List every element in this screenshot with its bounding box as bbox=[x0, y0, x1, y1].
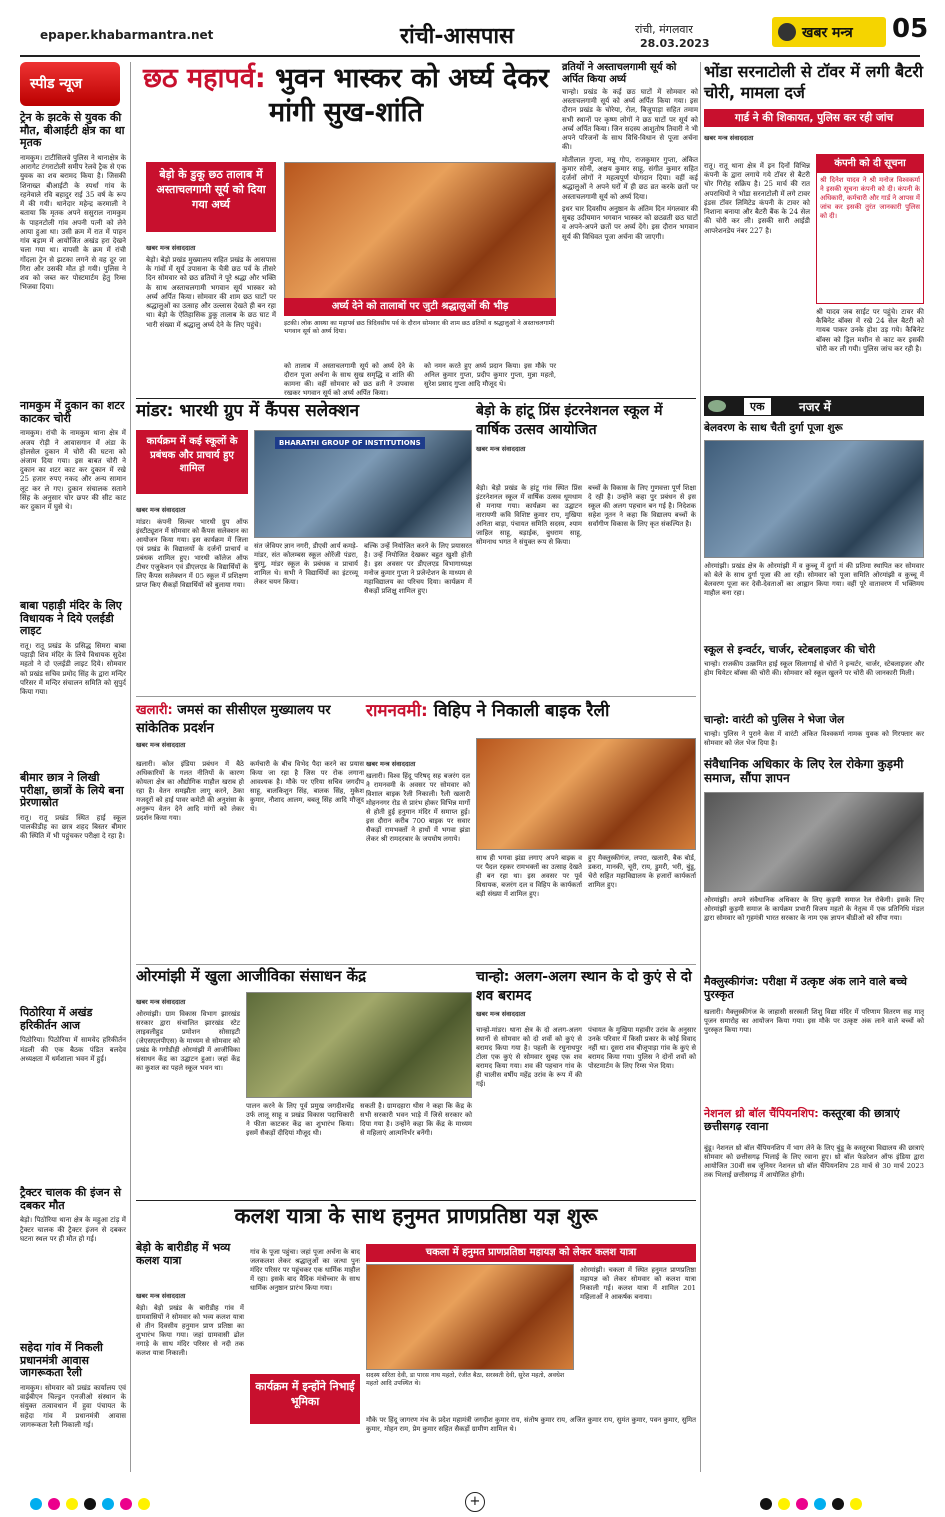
header-rule bbox=[20, 55, 920, 57]
hantu-body-2: बच्चों के विकास के लिए गुणवत्ता पूर्ण शिक्षा दे रही है। उन्होंने कहा पुर प्रबंधन से इस स्कूल की अलग पहचान बन गई है। निदेशक सहेश नूतन ने कहा कि विद्यालय बच्चों के सर्वांगीण विकास के लिए कृत संकल्पित है। bbox=[588, 484, 696, 528]
headline: बीमार छात्र ने लिखी परीक्षा, छात्रों के लिये बना प्रेरणास्रोत bbox=[20, 771, 124, 810]
chanho-headline: चान्हो: अलग-अलग स्थान के दो कुएं से दो शव बरामद bbox=[476, 969, 692, 1004]
column-divider bbox=[130, 62, 131, 1472]
institute-banner: BHARATHI GROUP OF INSTITUTIONS bbox=[275, 437, 425, 449]
byline: खबर मन्त्र संवाददाता bbox=[146, 244, 196, 252]
headline: स्कूल से इन्वर्टर, चार्जर, स्टेबलाइजर की चोरी bbox=[704, 644, 876, 656]
eye-icon bbox=[708, 400, 726, 412]
header-place-day: रांची, मंगलवार bbox=[635, 23, 693, 36]
khalari-story bbox=[136, 702, 364, 964]
story-body: नामकुम। सोमवार को प्रखंड कार्यालय एवं वाईबीएन चिल्ड्रन एनजीओ संस्थान के संयुक्त तत्वावधान में हुवा पंचायत के सहेदा गांव में प्रधानमंत्री आवास जागरूकता रैली निकाली गई। bbox=[20, 1383, 126, 1429]
photo-caption-banner: अर्घ्य देने को तालाबों पर जुटी श्रद्धालुओं की भीड़ bbox=[284, 298, 556, 316]
chhath-photo bbox=[284, 162, 556, 312]
header-date: 28.03.2023 bbox=[640, 37, 710, 50]
story-sick-student bbox=[20, 772, 126, 942]
byline: खबर मन्त्र संवाददाता bbox=[476, 444, 526, 453]
headline: ट्रैक्टर चालक की इंजन से दबकर मौत bbox=[20, 1186, 122, 1212]
headline: नामकुम में दुकान का शटर काटकर चोरी bbox=[20, 399, 125, 425]
kalash-banner: चकला में हनुमत प्राणप्रतिष्ठा महायज्ञ को लेकर कलश यात्रा bbox=[366, 1244, 696, 1262]
mandar-headline: मांडर: भारथी ग्रुप में कैंपस सलेक्शन bbox=[136, 401, 360, 421]
chanho-story bbox=[476, 968, 696, 1200]
story-body: रातू। रातू प्रखंड स्थित हाई स्कूल पालकीडीह का छात्र शहद बिस्तर बीमार की स्थिति में भी पहुंचकर परीक्षा दे रहा है। bbox=[20, 813, 126, 841]
ormanjhi-body-2: पालन करने के लिए पूर्व प्रमुख जगदीशचेंद्र उर्फ लालू साहू व प्रखंड विकास पदाधिकारी ने फीता काटकर केंद्र का शुभारंभ किया। इसमें सैकड़ों दीदियां मौजूद थी। bbox=[246, 1102, 354, 1137]
headline: बेलवरण के साथ चैती दुर्गा पूजा शुरू bbox=[704, 422, 843, 434]
speed-news-label: स्पीड न्यूज bbox=[30, 76, 83, 92]
brand-mark-icon bbox=[778, 23, 796, 41]
mandar-body-2: संत जेवियर ज्ञान नगरी, डीएवी आर्य कमड़े-मांडर, संत कोलम्बस स्कूल ओरेंजी पंडरा, बुरमु, मांडर स्कूल के प्रबंधक व प्राचार्य शामिल थे। सभी ने विद्यार्थियों का इंटरव्यू लेकर चयन किया। bbox=[254, 542, 358, 586]
story-body: पिठोरिया। पिठोरिया में सामवेद हरिकीर्तन मंडली की एक बैठक पंडित बलदेव अध्यक्षता में धर्मशाला भवन में हुई। bbox=[20, 1036, 126, 1063]
header-url[interactable]: epaper.khabarmantra.net bbox=[40, 28, 214, 42]
mandar-story bbox=[136, 402, 472, 694]
ramnavami-body-2: साथ ही भगवा झंडा लगाए अपने बाइक व पर पैदल रहकर रामभक्तों का उत्साह देखते ही बन रहा था। इस अवसर पर पूर्व विधायक, बजरंग दल व विहिप के कार्यकर्ता बड़ी संख्या में शामिल हुए। bbox=[476, 854, 582, 898]
header-section: रांची-आसपास bbox=[400, 24, 514, 49]
byline: खबर मन्त्र संवाददाता bbox=[136, 506, 186, 514]
footer-strip bbox=[0, 1476, 945, 1517]
section-divider bbox=[136, 964, 696, 965]
bhonda-body-2: श्री यादव जब साईट पर पहुंचे। टावर की कैबिनेट बॉक्स में रखे 24 सेल बैटरी को गायब पाकर उनके होश उड़ गये। कैबिनेट बॉक्स को ड्रिल मशीन से काट कर इसकी चोरी कर ली गयी। पुलिस जांच कर रही है। bbox=[816, 308, 924, 353]
headline-main: कस्तूरबा की छात्राएं छत्तीसगढ़ रवाना bbox=[704, 1107, 900, 1133]
ek-nazar-section bbox=[704, 396, 924, 1472]
byline: खबर मन्त्र संवाददाता bbox=[136, 998, 186, 1006]
story-shop-theft bbox=[20, 400, 126, 600]
ormanjhi-body: ओरमांझी। ग्राम विकास विभाग झारखंड सरकार द्वारा संचालित झारखंड स्टेट लाइवलीहुड प्रमोशन सोसाइटी (जेएसएलपीएस) के माध्यम से सोमवार को प्रखंड के गगोडीही ओरमांझी में आजीविका संसाधन केंद्र का उद्घाटन हुआ। जहां केंद्र का कुशल का पहले स्कूल भवन था। bbox=[136, 1010, 240, 1072]
brand-name: खबर मन्त्र bbox=[802, 25, 853, 41]
headline: संवैधानिक अधिकार के लिए रेल रोकेगा कुड़मी समाज, सौंपा ज्ञापन bbox=[704, 757, 904, 785]
masthead bbox=[0, 0, 945, 62]
mandar-body-3: बल्कि उन्हें नियोजित करने के लिए प्रयासरत है। उन्हें नियोजित देखकर बहुत खुशी होती है। इस अवसर पर डीएलएड विभागाध्यक्ष मनोज कुमार गुप्ता ने प्रजेन्टेशन के माध्यम से महाविद्यालय का परिचय दिया। कार्यक्रम में सैकड़ों प्रशिक्षु शामिल हुए। bbox=[364, 542, 472, 595]
hantu-story bbox=[476, 402, 696, 694]
headline-main: विहिप ने निकाली बाइक रैली bbox=[433, 701, 610, 721]
chhath-headline bbox=[136, 62, 556, 130]
kalash-body-2: गांव के पूजा पहुंचा। जहां पूजा अर्चना के बाद जलकलश लेकर श्रद्धालुओं का जत्था पुनः मंदिर परिसर पर पहुंचकर एक धार्मिक माहौल में रहा। इसके बाद वैदिक मंत्रोच्चार के साथ धार्मिक अनुष्ठान प्रारंभ किया गया। bbox=[250, 1248, 360, 1292]
story-train bbox=[20, 112, 126, 372]
ek-nazar-banner bbox=[704, 396, 924, 416]
column-divider bbox=[700, 62, 701, 1472]
story-body-2: मोतीलाल गुप्ता, मन्नू गोप, राजकुमार गुप्ता, अंकित कुमार सोनी, अक्षय कुमार साहू, संगीत कुमार सहित दर्जनों लोगों ने महत्वपूर्ण योगदान दिया। वहीं कई श्रद्धालुओं ने अपने घरों में ही छठ व्रत करके छतों पर अस्ताचलगामी सूर्य को अर्घ्य दिया। bbox=[562, 155, 698, 201]
durga-puja-photo bbox=[704, 440, 924, 558]
hantu-headline: बेड़ो के हांटू प्रिंस इंटरनेशनल स्कूल में वार्षिक उत्सव आयोजित bbox=[476, 403, 663, 438]
headline-prefix: नेशनल थ्रो बॉल चैंपियनशिप: bbox=[704, 1107, 819, 1120]
story-harikirtan bbox=[20, 1007, 126, 1157]
story-tractor bbox=[20, 1187, 126, 1327]
kalash-photo-caption: सदस्य सरिता देवी, डा पारस नाथ महतो, रंजीत बैठा, सरस्वती देवी, सुरेश महतो, अवधेश महतो आदि उपस्थित थे। bbox=[366, 1372, 565, 1388]
headline: बाबा पहाड़ी मंदिर के लिए विधायक ने दिये एलईडी लाइट bbox=[20, 599, 122, 638]
livelihood-center-photo bbox=[246, 992, 472, 1098]
byline: खबर मन्त्र संवाददाता bbox=[136, 1292, 186, 1300]
speed-news-badge bbox=[20, 62, 120, 106]
section-divider bbox=[136, 696, 696, 697]
story-body: चान्हो। प्रखंड के कई छठ घाटों में सोमवार को अस्ताचलगामी सूर्य को अर्घ्य अर्पित किया गया। इस दौरान प्रखंड के चोरेया, रोल, बिजुपाड़ा सहित तमाम सभी स्थानों पर कृष्ण लोगों ने छठ घाटों पर सूर्य को अर्घ्य अर्पित किया। जिन सदस्य आशुतोष तिवारी ने भी अपने परिजनों के साथ विधि-विधान से पूजा अर्चना की। bbox=[562, 88, 698, 152]
khalari-headline bbox=[136, 702, 364, 737]
registration-mark-icon: + bbox=[465, 1492, 485, 1512]
story-body: ओरमांझी। प्रखंड क्षेत्र के ओरमांझी में व कुच्चू में दुर्गा मं की प्रतिमा स्थापित कर सोमवार को बेले के साथ दुर्गा पूजा की आ रही। सोमवार को पूजा समिति ओरमांझी व कुच्चू में बेलवरण पूजा कर देवी-देवताओं का आह्वान किया गया। वहीं पूरे वातावरण में भक्तिमय माहौल बना रहा। bbox=[704, 562, 924, 597]
bhonda-body: रातू। रातू थाना क्षेत्र में इन दिनों विभिन्न कंपनी के द्वारा लगाये गये टॉवर से बैटरी चोर गिरोह सक्रिय है। 25 मार्च की रात अपराधियों ने भोंडा सरनाटोली में लगे टावर इंडस टॉवर लिमिटेड कंपनी के टावर को निशाना बनाया और बैटरी बैंक के 24 सेल की चोरी कर ली। इसकी सारी आईडी आपरेशनडेय नंबर 227 है। bbox=[704, 162, 810, 235]
ek-label: एक bbox=[744, 398, 771, 415]
ormanjhi-story bbox=[136, 968, 472, 1200]
ormanjhi-body-3: सकती है। ग्रामदहारा थीस ने कहा कि केंद्र के सभी सरकारी भवन भाड़े में जिसे सरकार को दिया गया है। उन्होंने कहा कि केंद्र के माध्यम से महिलाएं आत्मनिर्भर बनेंगी। bbox=[360, 1102, 472, 1137]
ramnavami-story bbox=[366, 702, 696, 964]
byline: खबर मन्त्र संवाददाता bbox=[366, 760, 416, 768]
story-body-3: इधर चार दिवसीय अनुष्ठान के अंतिम दिन मंगलवार की सुबह उदीयमान भगवान भास्कर को छठव्रती छठ घाटों व अपने-अपने छतों पर अर्घ्य देंगे। इस दौरान भगवान सूर्य की विधिवत पूजा अर्चना की जाएगी। bbox=[562, 204, 698, 241]
kalash-side: ओरमांझी। चकला में स्थित हनुमत प्राणप्रतिष्ठा महायज्ञ को लेकर सोमवार को कलश यात्रा निकाली गई। कलश यात्रा में शामिल 201 महिलाओं ने आकर्षक बनाया। bbox=[580, 1266, 696, 1301]
chhath-side-story bbox=[562, 62, 698, 392]
headline: सहेदा गांव में निकली प्रधानमंत्री आवास जागरूकता रैली bbox=[20, 1341, 103, 1380]
mandar-photo bbox=[254, 430, 472, 538]
ormanjhi-headline: ओरमांझी में खुला आजीविका संसाधन केंद्र bbox=[136, 967, 367, 985]
kalash-body: बेड़ो। बेड़ो प्रखंड के बारीडीह गांव में ग्रामवासियों ने सोमवार को भव्य कलश यात्रा से तीन दिवसीय हनुमान प्राण प्रतिष्ठा का शुभारंभ किया गया। जहां ग्रामवासी ढोल नगाड़े के साथ मंदिर परिसर से नदी तक कलश यात्रा निकाली। bbox=[136, 1304, 244, 1357]
nazar-label: नजर में bbox=[799, 400, 831, 414]
kalash-story bbox=[136, 1204, 696, 1472]
hantu-body: बेड़ो। बेड़ो प्रखंड के हांटू गांव स्थित प्रिंस इंटरनेशनल स्कूल में वार्षिक उत्सव धूमधाम से मनाया गया। कार्यक्रम का उद्घाटन नारायणी कवि विशिष्ट कुमार राय, मुखिया अनिता बाड़ा, पंचायत समिति सदस्य, श्याम जाहिल साहू, बड़ाईक, बुधराम साहू, सोमनाथ भगत ने संयुक्त रूप से किया। bbox=[476, 484, 582, 546]
chhath-lead-story bbox=[136, 62, 556, 397]
bike-rally-photo bbox=[476, 738, 696, 850]
khalari-body: खलारी। कोल इंडिया प्रबंधन में बैठे अधिकारियों के गलत नीतियों के कारण कोयला क्षेत्र का औद्योगिक माहौल खराब हो रहा है। वेतन समझौता लागू करने, ठेका मजदूरों को हाई पावर कमेटी की अनुशंसा के अनुरूप वेतन देने आदि मांगों को लेकर प्रदर्शन किया गया। bbox=[136, 760, 244, 822]
story-body: चान्हो। पुलिस ने पुराने केस में वारंटी अंकित विश्वकर्मा नामक युवक को गिरफ्तार कर सोमवार को जेल भेज दिया है। bbox=[704, 730, 924, 747]
story-body: खलारी। मैक्लुस्कीगंज के जाहासी सरस्वती शिशु विद्या मंदिर में परिणाम वितरण सह मातृ पूजन समारोह का आयोजन किया गया। इस मौके पर उत्कृष्ट अंक लाने वाले बच्चों को पुरस्कृत किया गया। bbox=[704, 1008, 924, 1034]
chanho-body: चान्हो-मांडर। थाना क्षेत्र के दो अलग-अलग स्थानों से सोमवार को दो शवों को कुएं से बरामद किया गया है। पहली के रघुनाथपुर टोला एक कुएं से सोमवार सुबह एक शव बरामद किया गया। शव की पहचान गांव के ही चालीस वर्षीय महेंद्र उरांव के रूप में की गई। bbox=[476, 1026, 582, 1088]
story-body: ओरमांझी। अपने संवैधानिक अधिकार के लिए कुड़मी समाज रेल रोकेगी। इसके लिए ओरमांझी कुड़मी समाज के कार्यक्रम प्रभारी विजय महतो के नेतृत्व में एक प्रतिनिधि मंडल द्वारा सोमवार को गृहमंत्री भारत सरकार के नाम एक ज्ञापन बीडीओ को सौंपा गया। bbox=[704, 896, 924, 922]
throwball-headline bbox=[704, 1108, 924, 1133]
ramnavami-body: खलारी। विश्व हिंदू परिषद् सह बजरंग दल ने रामनवमी के अवसर पर सोमवार को विशाल बाइक रैली निकाली। रैली खलारी मोहननगर रोड से प्रारंभ होकर विभिन्न मार्गो से होती हुई हनुमान मंदिर में समाप्त हुई। इस दौरान करीब 700 बाइक पर सवार सैकड़ों रामभक्तों ने हाथों में भगवा झंडा लेकर श्री रामदरबार के जयघोष लगाये। bbox=[366, 772, 470, 843]
story-awas-rally bbox=[20, 1342, 126, 1472]
khalari-body-2: कर्मचारी के बीच विभेद पैदा करने का प्रयास किया जा रहा है जिस पर रोक लगाना आवश्यक है। मौके पर एरिया सचिव जगदीप साहू, बालकिशुन सिंह, बालक सिंह, मुकेश कुमार, नौशाद आलम, बबलू सिंह आदि मौजूद थे। bbox=[250, 760, 364, 813]
chhath-col3: को नमन करते हुए अर्घ्य प्रदान किया। इस मौके पर अनिल कुमार गुप्ता, प्रदीप कुमार गुप्ता, मुन्ना महतो, सुरेश प्रसाद गुप्ता आदि मौजूद थे। bbox=[424, 362, 556, 388]
section-divider bbox=[136, 398, 696, 399]
ramnavami-headline bbox=[366, 702, 696, 722]
kalash-yatra-photo bbox=[366, 1264, 574, 1370]
headline: पिठोरिया में अखंड हरिकीर्तन आज bbox=[20, 1006, 93, 1032]
chhath-col2: को तालाब में अस्ताचलगामी सूर्य को अर्घ्य देने के दौरान पूजा अर्चना के साथ सुख समृद्धि व शांति की कामना की। वहीं सोमवार को छठ व्रती ने उपवास रखकर भगवान सूर्य को अर्घ्य अर्पित किया। bbox=[284, 362, 414, 397]
section-divider bbox=[136, 1200, 696, 1201]
byline: खबर मन्त्र संवाददाता bbox=[476, 1009, 526, 1018]
headline-prefix: खलारी: bbox=[136, 703, 173, 718]
byline: खबर मन्त्र संवाददाता bbox=[704, 133, 754, 142]
color-registration-dots bbox=[30, 1498, 190, 1510]
mandar-body: मांडर। कंपनी सिल्वर भारथी ग्रुप ऑफ इंस्टीट्यूशन में सोमवार को कैंपस सलेक्शन का आयोजन किया गया। इस कार्यक्रम में जिला एवं प्रखंड के विद्यालयों के दर्जनों प्राचार्य व प्रबंधक शामिल हुए। भारथी कॉलेज ऑफ टीचर एजुकेशन एवं डीएलएड के विद्यार्थियों के लिए कैंपस सलेक्शन में 05 स्कूल में प्रशिक्षण प्राप्त किए सैकड़ों विद्यार्थियों को बुलाया गया। bbox=[136, 518, 248, 589]
mandar-kicker: कार्यक्रम में कई स्कूलों के प्रबंधक और प्राचार्य हुए शामिल bbox=[136, 430, 248, 494]
headline: ट्रेन के झटके से युवक की मौत, बीआईटी क्षेत्र का था मृतक bbox=[20, 111, 125, 150]
bhonda-headline: भोंडा सरनाटोली से टॉवर में लगी बैटरी चोरी, मामला दर्ज bbox=[704, 62, 924, 102]
bhonda-story bbox=[704, 62, 924, 392]
brand-logo bbox=[772, 17, 886, 47]
inset-body: श्री दिनेश यादव ने श्री मनोज विश्वकर्मा ने इसकी सूचना कंपनी को दी। कंपनी के अधिकारी, कर्मचारी और गार्ड ने आपस में जांच कर इसकी तुरंत जानकारी पुलिस को दी। bbox=[820, 176, 920, 220]
speed-news-column bbox=[20, 62, 128, 1472]
chanho-body-2: पंचायत के मुखिया महावीर उरांव के अनुसार उनके परिवार में किसी प्रकार के कोई विवाद नहीं था। दूसरा शव बीजूपाड़ा गांव के कुएं से बरामद किया गया। पुलिस ने दोनों शवों को पोस्टमार्टम के लिए रिम्स भेज दिया। bbox=[588, 1026, 696, 1070]
byline: खबर मन्त्र संवाददाता bbox=[136, 741, 186, 750]
left-subhead: बेड़ो के बारीडीह में भव्य कलश यात्रा bbox=[136, 1241, 231, 1267]
bhonda-subhead: गार्ड ने की शिकायत, पुलिस कर रही जांच bbox=[704, 109, 924, 127]
inset-title: कंपनी को दी सूचना bbox=[817, 155, 923, 173]
story-body: चान्हो। राजकीय उत्क्रमित हाई स्कूल सिलागाई से चोरों ने इन्वर्टर, चार्जर, स्टेबलाइजर और होम थियेटर बॉक्स की चोरी की। सोमवार को स्कूल खुलने पर चोरी की जानकारी मिली। bbox=[704, 660, 924, 677]
story-body: रातू। रातू प्रखंड के प्रसिद्ध सिमरा बाबा पहाड़ी शिव मंदिर के लिये विधायक सुदेश महतो ने दो एलईडी लाइट दिये। सोमवार को प्रखंड सचिव प्रमोद सिंह के द्वारा मन्दिर परिसर में मन्दिर संचालन समिति को सुपुर्द किया गया। bbox=[20, 641, 126, 697]
story-body: बुंडू। नेशनल थ्रो बॉल चैंपियनशिप में भाग लेने के लिए बुंडू के कस्तूरबा विद्यालय की छात्राएं सोमवार को छत्तीसगढ़ भिलाई के लिए रवाना हुए। थ्रो बॉल फेडरेशन ऑफ इंडिया द्वारा आयोजित 30वीं सब जूनियर नेशनल थ्रो बॉल चैंपियनशिप 28 मार्च से 30 मार्च 2023 तक भिलाई छत्तीसगढ़ में आयोजित होगी। bbox=[704, 1144, 924, 1179]
chhath-photo-caption: इटकी। लोक आस्था का महापर्व छठ त्रिदिवसीय पर्व के दौरान सोमवार की शाम छठ व्रतियों व श्रद्धालुओं ने अस्ताचलगामी भगवान सूर्य को अर्घ्य दिया। bbox=[284, 320, 555, 336]
headline-prefix: रामनवमी: bbox=[366, 701, 428, 721]
color-registration-dots-right bbox=[760, 1498, 920, 1510]
chhath-kicker: बेड़ो के डुकू छठ तालाब में अस्ताचलगामी सूर्य को दिया गया अर्घ्य bbox=[146, 162, 276, 232]
headline-main: जमसं का सीसीएल मुख्यालय पर सांकेतिक प्रदर्शन bbox=[136, 703, 331, 736]
kalash-headline: कलश यात्रा के साथ हनुमत प्राणप्रतिष्ठा यज्ञ शुरू bbox=[234, 1204, 598, 1228]
story-body: बेड़ो। पिठोरिया थाना क्षेत्र के महुआ टांड़ में ट्रैक्टर चालक की ट्रैक्टर इंजन से दबकर घटना स्थल पर ही मौत हो गई। bbox=[20, 1216, 126, 1243]
headline-main: भुवन भास्कर को अर्घ्य देकर मांगी सुख-शांति bbox=[268, 63, 549, 128]
headline: व्रतियों ने अस्ताचलगामी सूर्य को अर्पित किया अर्घ्य bbox=[562, 62, 677, 85]
headline: मैक्लुस्कीगंज: परीक्षा में उत्कृष्ट अंक लाने वाले बच्चे पुरस्कृत bbox=[704, 975, 908, 1001]
karykram-banner: कार्यक्रम में इन्होंने निभाई भूमिका bbox=[250, 1374, 360, 1424]
kalash-bottom: मौके पर हिंदू जागरण मंच के प्रदेश महामंत्री जगदीश कुमार राय, संतोष कुमार राय, अजित कुमार राय, सुमंत कुमार, पवन कुमार, सुमित कुमार, मोहन राम, प्रेम कुमार सहित सैकड़ों ग्रामीण शामिल थे। bbox=[366, 1416, 696, 1433]
headline-prefix: छठ महापर्व: bbox=[143, 63, 266, 94]
story-body: नामकुम। रांची के नामकुम थाना क्षेत्र में अजय रोड़ी ने आवासगान में अंडा के होलसेल दुकान में चोरी की घटना को अंजाम दिया गया। इस बाबत चोरी ने दुकान का शटर काट कर दुकान में रखे 25 हजार रुपए नकद और अन्य सामान लूट कर ले गए। दुकान संचालक सताने सिंह के अनुसार चोर छ्पर की सीट काट कर दुकान में घुसे थे। bbox=[20, 429, 126, 512]
story-body: नामकुम। टाटीसिलवे पुलिस ने थानाक्षेत्र के आरागेट टंगराटोली समीप रेलवे ट्रैक से एक युवक का शव बरामद किया है। जिसकी शिनाख्त बीआईटी के स्पर्धा गांव के रहनेवाले रवि बहादुर राई 35 वर्ष के रूप में की गयी। थानेदार महेन्द्र करमाली ने बताया कि मृतक अपने ससुराल नामकुम के पाहनटोली गांव अपनी पत्नी को लेने आया हुआ था। उसी क्रम में रात में पाहन गांव बड़ाम में आयोजित अखंड हरा देखने चला गया था। वापसी के क्रम में रांची गोंदला ट्रेन से झटका लगने से वह दूर जा गिरा और उसकी मौत हो गयी। पुलिस ने शव को जब्त कर पोस्टमार्टम हेतु रिम्स भिजवा दिया। bbox=[20, 153, 126, 292]
headline: चान्हो: वारंटी को पुलिस ने भेजा जेल bbox=[704, 714, 845, 726]
chhath-body: बेड़ो। बेड़ो प्रखंड मुख्यालय सहित प्रखंड के आसपास के गांवों में सूर्य उपासना के चैत्री छठ पर्व के तीसरे दिन सोमवार को छठ व्रतियों ने पूरे श्रद्धा और भक्ति के साथ अस्ताचलगामी भगवान सूर्य भास्कर को अर्घ्य अर्पित किया। सोमवार की शाम छठ घाटों पर श्रद्धालुओं का उत्साह और उल्लास देखते ही बन रहा था। बेड़ो के ऐतिहासिक डुकू तालाब के छठ घाट में भारी संख्या में श्रद्धालु अर्घ्य देने के लिए पहुंचे। bbox=[146, 256, 276, 329]
ramnavami-body-3: हुए मैक्लुस्कीगंज, लपरा, खलारी, बैक बोर्ड, डकरा, मानकी, चूरी, राय, डुमरी, भरी, बुंडू, चेरो सहित महाविद्यालय के हजारों कार्यकर्ता शामिल हुए। bbox=[588, 854, 696, 889]
page-number: 05 bbox=[892, 14, 929, 44]
story-temple-led bbox=[20, 600, 126, 760]
kurmi-samaj-photo bbox=[704, 792, 924, 892]
bhonda-inset bbox=[816, 154, 924, 304]
